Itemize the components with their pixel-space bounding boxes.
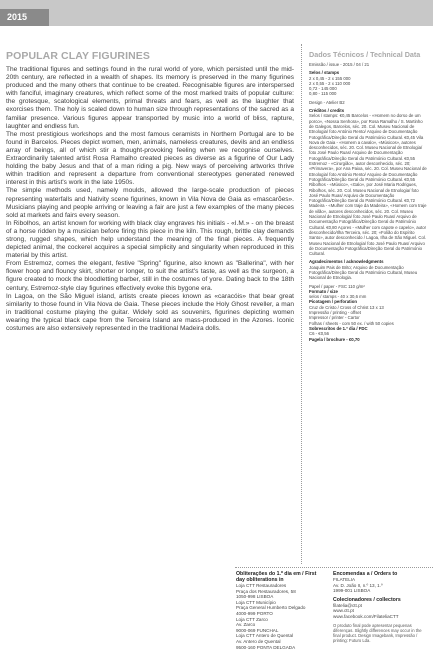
article-paragraph: The most prestigious workshops and the most famous ceramists in Northern Portugal are to be found in Barcelos. Pieces depict women, men, animals, nameless creatures, devils and an endless array of beings, all of which stir a thought-provoking feeling when we recognise ourselves. Extraordinarily talented artist Rosa Ramalho created pieces as diverse as a figurine of Our Lady holding the baby Jesus and that of a man riding a pig. New ways of perceiving artworks thrive within tradition and represent a departure from conventional stereotypes generated renewed interest in this artist's work in the late 1950s.	[6, 130, 294, 187]
fdc-label: Sobrescritos de 1.º dia / FDC	[309, 325, 368, 331]
obliteration-line: Loja CTT Zarco	[236, 616, 268, 622]
article	[6, 50, 294, 333]
article-body	[6, 66, 294, 333]
article-paragraph: The traditional figures and settings found in the rural world of yore, which persisted until the mid-20th century, are reflected in a wealth of shapes. Its memory is preserved in the many figurines produced and the many others that continue to be created. Recognisable figures are interspersed with fanciful, imaginary creatures, which reflect some of the most marked traits of popular culture: the grotesque, scatological elements, primal threats and fears, as well as the laughter that exorcises them. The holy is scaled down to human size through representations of the sacred as a familiar presence. Various figures appear transported by music into a world of bliss, rapture, laughter and endless fun.	[6, 66, 294, 130]
credits-text: Selos / stamps: €0,45 Barcelos - «Homem no dorso de um porco», «Nossa Senhora», por Rosa Ramalho / S. Martinho de Galegos, Barcelos, séc. 20. Col. Museu Nacional de Etnologia/ foto António Rento/ Arquivo de Documentação Fotográfica/Direção Geral do Património Cultural. €0,45 Vila Nova de Gaia - «Homem a cavalo», «Músicos», autores desconhecidos, séc. 20. Col. Museu Nacional de Etnologia/ foto José Paulo Ruas/ Arquivo de Documentação Fotográfica/Direção Geral do Património Cultural. €0,55 Estremoz - «Cirurgião», autor desconhecido, séc. 20; «Primavera», por Ana Paixa, séc. 20. Col. Museu Nacional de Etnologia/ foto António Rento/ Arquivo de Documentação Fotográfica/Direção Geral do Património Cultural. €0,55 Ribolhos - «Músico», «Galo», por José Maria Rodrigues, Ribolhos, séc. 20. Col. Museu Nacional de Etnologia/ foto José Paulo Ruas/ Arquivo de Documentação Fotográfica/Direção Geral do Património Cultural. €0,72 Madeira - «Mulher com traje da Madeira», «Homem com traje de vilão», autores desconhecidos, séc. 20. Col. Museu Nacional de Etnologia/ foto José Paulo Ruas/ Arquivo de Documentação Fotográfica/Direção Geral do Património Cultural. €0,80 Açores - «Mulher com capote e capelo», autor desconhecido/Ilha Terceira, séc. 20; «Folião do Espírito Santo», autor desconhecido / Lagoa, Ilha de São Miguel. Col. Museu Nacional de Etnologia/ foto José Paulo Ruas/ Arquivo de Documentação Fotográfica/Direção Geral do Património Cultural.	[309, 113, 427, 257]
perforation-label: Picotagem / perforation	[309, 299, 357, 305]
printer-spec: Impressor / printer - Cartor	[309, 315, 360, 321]
article-paragraph: The simple methods used, namely moulds, allowed the large-scale production of pieces representing waterfalls and Nativity scene figurines, known in Vila Nova de Gaia as «mascarões». Musicians playing and people arriving or leaving a fair are just a few examples of the many pieces sold at markets and fairs every season.	[6, 187, 294, 219]
acknowledgments-text: Joaquim Pais de Brito; Arquivo de Documentação Fotográfica/Direção Geral do Património Cultural, Museu Nacional de Etnologia.	[309, 264, 418, 281]
paper-spec: Papel / paper - FSC 110 g/m²	[309, 283, 365, 289]
first-day-obliterations	[236, 571, 326, 650]
stamp-line: 0,72 - 145 000	[309, 86, 337, 92]
acknowledgments-label: Agradecimentos / acknowledgments	[309, 259, 384, 265]
credits-label: Créditos / credits	[309, 108, 345, 114]
obliteration-line: 9500-160 PONTA DELGADA	[236, 644, 296, 650]
obliterations-title: Obliterações do 1.º dia em / First day obliterations in	[236, 571, 317, 583]
technical-data-title: Dados Técnicos / Technical Data	[309, 50, 421, 59]
obliteration-line: Av. Zarco	[236, 622, 256, 628]
collectors-facebook-link[interactable]: www.facebook.com/FilateliaCTT	[333, 613, 399, 619]
disclaimer-note: O produto final pode apresentar pequenas diferenças. Slightly differences may occur in the final product. Design Imagebank, Impressão / printing: Futuro Lda.	[333, 622, 422, 643]
footer-divider	[235, 567, 433, 568]
sheets-spec: Folhas / sheets - com 50 ex. / with 50 copies	[309, 320, 394, 326]
article-title: POPULAR CLAY FIGURINES	[6, 50, 150, 62]
obliteration-line: Loja CTT Município	[236, 599, 276, 605]
perforation-spec: Cruz de Cristo / Cross of Christ 13 x 13	[309, 304, 384, 310]
issue-date: Emissão / issue - 2015 / 04 / 21	[309, 62, 370, 67]
article-paragraph: From Estremoz, comes the elegant, festive "Spring" figurine, also known as "Ballerina", with her flower hoop and flouncy skirt, shorter or longer, to suit the artist's taste, as well as the surgeon, a figure created to mock the bloodletting barber, still in the costumes of yore. Dating back to the 18th century, Estremoz-style clay figurines effectively evoke this bygone era.	[6, 260, 294, 292]
collectors-email-link[interactable]: filatelia@ctt.pt	[333, 602, 362, 608]
obliteration-line: Av. Antero de Quental	[236, 638, 281, 644]
article-paragraph: In Ribolhos, an artist known for working with black clay engraves his initials - «I.M.» - on the breast of a horse ridden by a musician before firing this piece in the kiln. This rough, brittle clay demands strong, rugged shapes, which help understand the meaning of the final pieces. A frequently depicted animal, the cockerel acquires a special simplicity and singularity when reproduced in this material by this artist.	[6, 219, 294, 260]
stamp-line: 0,80 - 115 000	[309, 91, 337, 97]
size-label: Formato / size	[309, 288, 338, 294]
orders-title: Encomendas a / Orders to	[333, 571, 398, 577]
article-paragraph: In Lagoa, on the São Miguel island, artists create pieces known as «caracóis» that bear great similarity to those found in Vila Nova de Gaia. These pieces include the Holy Ghost reveller, a man in traditional costume playing the guitar. Widely sold as souvenirs, figurines depicting women wearing the typical black cape from the Terceira Island are mass-produced in the Azores. Iconic costumes are also extensively represented in the traditional Madeira dolls.	[6, 292, 294, 332]
stamp-line: 2 x 0,55 - 2 x 110 000	[309, 80, 351, 86]
obliteration-line: Loja CTT Antero de Quental	[236, 633, 294, 639]
obliteration-line: 9000-069 FUNCHAL	[236, 627, 279, 633]
stamps-label: Selos / stamps	[309, 70, 340, 76]
obliteration-line: 1050-998 LISBOA	[236, 594, 274, 600]
technical-data	[309, 50, 427, 342]
stamp-line: 2 x 0,45 - 2 x 155 000	[309, 75, 351, 81]
collectors-website-link[interactable]: www.ctt.pt	[333, 608, 354, 614]
obliteration-line: Loja CTT Restauradores	[236, 583, 287, 588]
brochure-spec: Pagela / brochure - €0,70	[309, 336, 360, 342]
fdc-spec: C6 - €0,56	[309, 331, 330, 337]
orders-line: 1999-001 LISBOA	[333, 588, 371, 594]
printing-spec: Impressão / printing - offset	[309, 310, 361, 316]
size-spec: selos / stamps - 40 x 30,6 mm	[309, 294, 367, 300]
top-bar	[0, 0, 433, 26]
collectors-title: Colecionadores / collectors	[333, 596, 401, 603]
design-credit: Design - Atelier B2	[309, 99, 345, 105]
orders-info	[333, 571, 429, 643]
year-tab: 2015	[0, 9, 49, 26]
column-divider	[301, 44, 302, 564]
technical-data-body	[309, 62, 427, 342]
orders-line: FILATELIA	[333, 577, 356, 582]
orders-line: Av. D. João II, n.º 13, 1.º	[333, 582, 383, 588]
obliteration-line: Praça dos Restauradores, 58	[236, 588, 296, 594]
obliteration-line: Praça General Humberto Delgado	[236, 605, 306, 611]
obliteration-line: 4000-999 PORTO	[236, 610, 273, 616]
